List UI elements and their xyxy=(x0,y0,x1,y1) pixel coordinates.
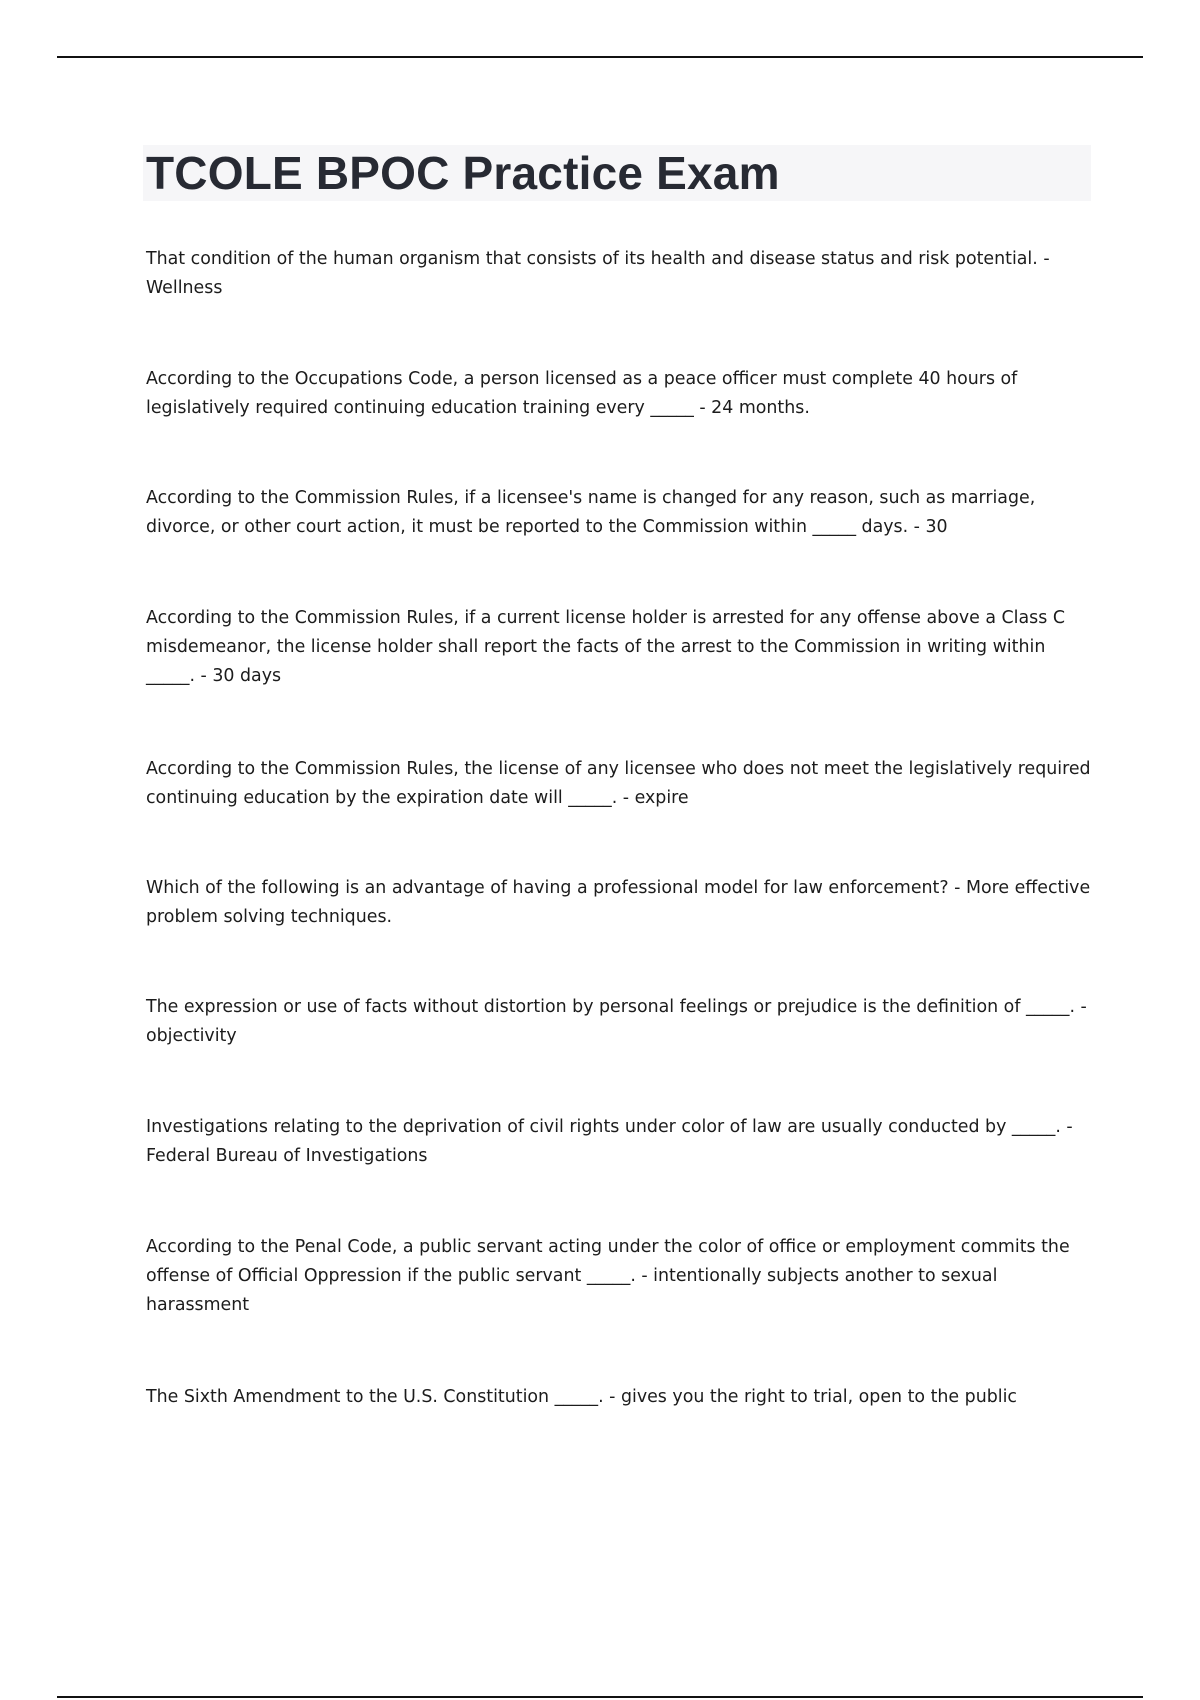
question-answer-item: According to the Commission Rules, if a licensee's name is changed for any reason, such as marriage, divorce, or other court action, it must be reported to the Commission within _____ days. - 30 xyxy=(146,488,1036,537)
question-answer-item: According to the Occupations Code, a person licensed as a peace officer must complete 40 hours of legislatively required continuing education training every _____ - 24 months. xyxy=(146,369,1018,418)
bottom-rule xyxy=(57,1696,1143,1698)
question-answer-item: According to the Commission Rules, if a current license holder is arrested for any offense above a Class C misdemeanor, the license holder shall report the facts of the arrest to the Commission in writing within _____. - 30 days xyxy=(146,608,1065,686)
top-rule xyxy=(57,56,1143,58)
page-title: TCOLE BPOC Practice Exam xyxy=(146,147,780,199)
question-answer-item: The expression or use of facts without distortion by personal feelings or prejudice is the definition of _____. - objectivity xyxy=(146,997,1087,1046)
question-answer-item: According to the Commission Rules, the license of any licensee who does not meet the legislatively required continuing education by the expiration date will _____. - expire xyxy=(146,759,1091,808)
question-answer-item: Which of the following is an advantage of having a professional model for law enforcement? - More effective problem solving techniques. xyxy=(146,878,1091,927)
question-answer-item: Investigations relating to the deprivation of civil rights under color of law are usually conducted by _____. - Federal Bureau of Investigations xyxy=(146,1117,1073,1166)
question-answer-item: That condition of the human organism that consists of its health and disease status and risk potential. - Wellness xyxy=(146,249,1050,298)
question-answer-item: The Sixth Amendment to the U.S. Constitution _____. - gives you the right to trial, open to the public xyxy=(146,1387,1017,1407)
question-answer-item: According to the Penal Code, a public servant acting under the color of office or employment commits the offense of Official Oppression if the public servant _____. - intentionally subjects another to sexual harassment xyxy=(146,1237,1070,1315)
